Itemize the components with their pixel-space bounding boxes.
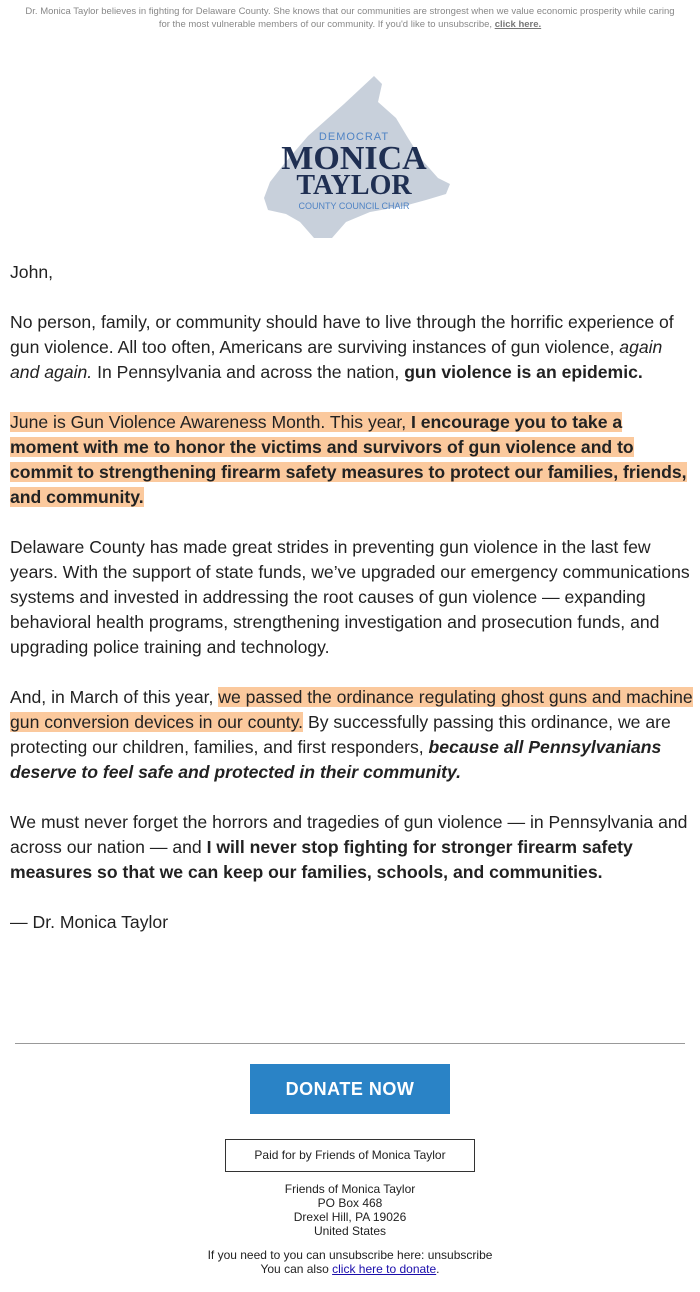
letter-body [10, 260, 694, 960]
address-line: United States [313, 1224, 387, 1238]
mailing-address [200, 1182, 500, 1238]
paragraph-5: We must never forget the horrors and tragedies of gun violence — in Pennsylvania and across our nation — and I will never stop fighting for stronger firearm safety measures so that we can keep our families, schools, and communities. [10, 812, 688, 882]
address-line: Drexel Hill, PA 19026 [293, 1210, 407, 1224]
greeting: John, [10, 262, 54, 282]
paid-for-disclaimer: Paid for by Friends of Monica Taylor [225, 1139, 475, 1172]
preheader-text: Dr. Monica Taylor believes in fighting for Delaware County. She knows that our communities are strongest when we value economic prosperity while caring for the most vulnerable members of our community. If you'd like to unsubscribe, [25, 6, 675, 30]
highlight: I encourage you to take a moment with me to honor the victims and survivors of gun violence and to commit to strengthening firearm safety measures to protect our families, friends, and community. [10, 412, 687, 507]
unsubscribe-link[interactable]: click here. [494, 19, 542, 30]
paragraph-3: Delaware County has made great strides in preventing gun violence in the last few years. With the support of state funds, we’ve upgraded our emergency communications systems and invested in addressing the root causes of gun violence — expanding behavioral health programs, strengthening investigation and prosecution funds, and upgrading police training and technology. [10, 537, 690, 657]
paragraph-4: And, in March of this year, we passed the ordinance regulating ghost guns and machine gun conversion devices in our county. By successfully passing this ordinance, we are protecting our children, families, and first responders, because all Pennsylvanians deserve to feel safe and protected in their community. [10, 687, 693, 782]
campaign-logo [250, 74, 450, 240]
paragraph-1: No person, family, or community should have to live through the horrific experience of gun violence. All too often, Americans are surviving instances of gun violence, again and again. In Pennsylvania and across the nation, gun violence is an epidemic. [10, 312, 674, 382]
highlight: June is Gun Violence Awareness Month. This year, [10, 412, 411, 432]
donate-link[interactable]: click here to donate [332, 1262, 437, 1276]
donate-now-button[interactable]: DONATE NOW [250, 1064, 450, 1114]
address-line: PO Box 468 [317, 1196, 383, 1210]
footer-divider [15, 1043, 685, 1044]
preheader [20, 5, 680, 31]
highlight: we passed the ordinance regulating ghost guns and machine gun conversion devices in our county. [10, 687, 693, 732]
paragraph-2 [10, 410, 694, 510]
logo-office: COUNTY COUNCIL CHAIR [298, 201, 410, 211]
signature: — Dr. Monica Taylor [10, 912, 169, 932]
logo-first-name: MONICA [281, 140, 427, 177]
logo-last-name: TAYLOR [296, 170, 412, 201]
donate-line: You can also click here to donate. [260, 1262, 440, 1276]
footer-links [150, 1248, 550, 1276]
logo-party: DEMOCRAT [318, 131, 390, 143]
unsubscribe-line[interactable]: If you need to you can unsubscribe here: unsubscribe [207, 1248, 493, 1262]
address-line: Friends of Monica Taylor [284, 1182, 416, 1196]
